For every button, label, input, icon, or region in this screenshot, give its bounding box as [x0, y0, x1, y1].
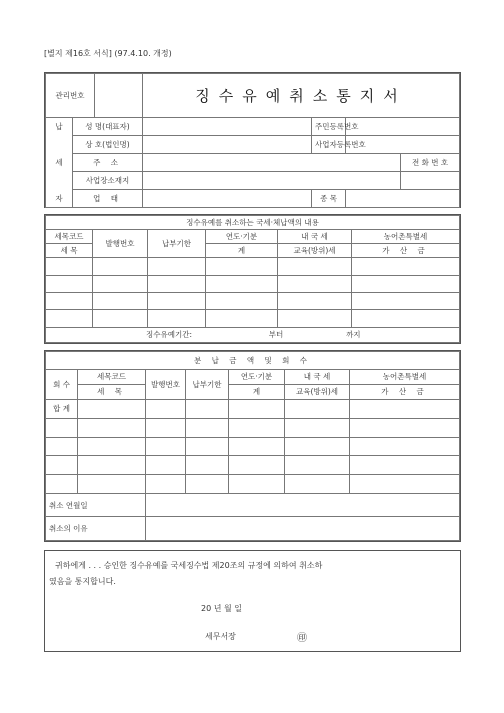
installment-section: [44, 350, 461, 542]
col-issue-number-b: 발행번호: [146, 369, 186, 400]
col-issue-number: 발행번호: [93, 230, 148, 258]
workplace-label: 사업장소재지: [73, 172, 143, 190]
name-value: [143, 118, 312, 136]
col-tax-code: 세목코드: [46, 230, 93, 244]
address-value: [143, 154, 401, 172]
col-total-b: 계: [229, 384, 285, 399]
col-rural-tax-b: 농어촌특별세: [350, 369, 460, 384]
company-label: 상 호(법인명): [73, 136, 143, 154]
notice-line-2: 였음을 통지합니다.: [49, 577, 116, 586]
business-value: [143, 190, 312, 208]
middle-section-title: 징수유예를 취소하는 국세·체납액의 내용: [46, 216, 460, 230]
item-value: [346, 190, 460, 208]
deferral-period-row: [46, 327, 460, 342]
col-tax-item-b: 세 목: [78, 384, 146, 399]
col-national-tax: 내 국 세: [278, 230, 352, 244]
company-value: [143, 136, 312, 154]
taxpayer-char-3: 자: [46, 190, 73, 208]
col-due-date-b: 납부기한: [186, 369, 229, 400]
taxpayer-char-1: 납: [46, 118, 73, 136]
mgmt-number-value: [95, 74, 143, 118]
period-to-label: 까지: [346, 330, 361, 340]
deferral-period-label: 징수유예기간:: [146, 330, 192, 340]
cancel-date-label: 취소 연월일: [46, 494, 146, 517]
col-surcharge: 가 산 금: [352, 244, 460, 258]
col-installment-count: 회 수: [46, 369, 78, 400]
resident-number-label: 주민등록번호: [312, 118, 346, 136]
cancel-reason-value: [146, 517, 460, 541]
workplace-value: [143, 172, 401, 190]
total-label: 합 계: [46, 400, 78, 419]
resident-number-value: [346, 118, 460, 136]
col-due-date: 납부기한: [148, 230, 206, 258]
col-total: 계: [206, 244, 278, 258]
taxpayer-char-2: 세: [46, 154, 73, 172]
col-national-tax-b: 내 국 세: [285, 369, 350, 384]
document-title: 징수유예취소통지서: [143, 74, 460, 118]
col-education-tax: 교육(방위)세: [278, 244, 352, 258]
biz-reg-label: 사업자등록번호: [312, 136, 346, 154]
taxpayer-section: [44, 72, 461, 208]
address-label: 주 소: [73, 154, 143, 172]
bottom-section-title: 분 납 금 액 및 회 수: [46, 352, 460, 370]
col-rural-tax: 농어촌특별세: [352, 230, 460, 244]
signer-label: 세무서장: [205, 632, 236, 641]
period-from-label: 부터: [268, 330, 284, 340]
canceled-tax-section: [44, 214, 461, 344]
col-year-b: 연도·기분: [229, 369, 285, 384]
notice-date: 20 년 월 일: [201, 604, 242, 613]
cancel-date-value: [146, 494, 460, 517]
cancel-reason-label: 취소의 이유: [46, 517, 146, 541]
notice-section: [44, 550, 461, 652]
phone-label: 전 화 번 호: [401, 154, 460, 172]
notice-line-1: 귀하에게 . . . 승인한 징수유예를 국세징수법 제20조의 규정에 의하여 취소하: [55, 561, 323, 570]
col-tax-item: 세 목: [46, 244, 93, 258]
phone-value: [401, 172, 460, 190]
col-education-tax-b: 교육(방위)세: [285, 384, 350, 399]
col-tax-code-b: 세목코드: [78, 369, 146, 384]
business-label: 업 태: [73, 190, 143, 208]
name-label: 성 명(대표자): [73, 118, 143, 136]
form-number: [별지 제16호 서식] (97.4.10. 개정): [44, 49, 172, 58]
col-year: 연도·기분: [206, 230, 278, 244]
seal-mark: ㊞: [297, 633, 307, 644]
col-surcharge-b: 가 산 금: [350, 384, 460, 399]
item-label: 종 목: [312, 190, 346, 208]
mgmt-number-label: 관리번호: [46, 74, 95, 118]
